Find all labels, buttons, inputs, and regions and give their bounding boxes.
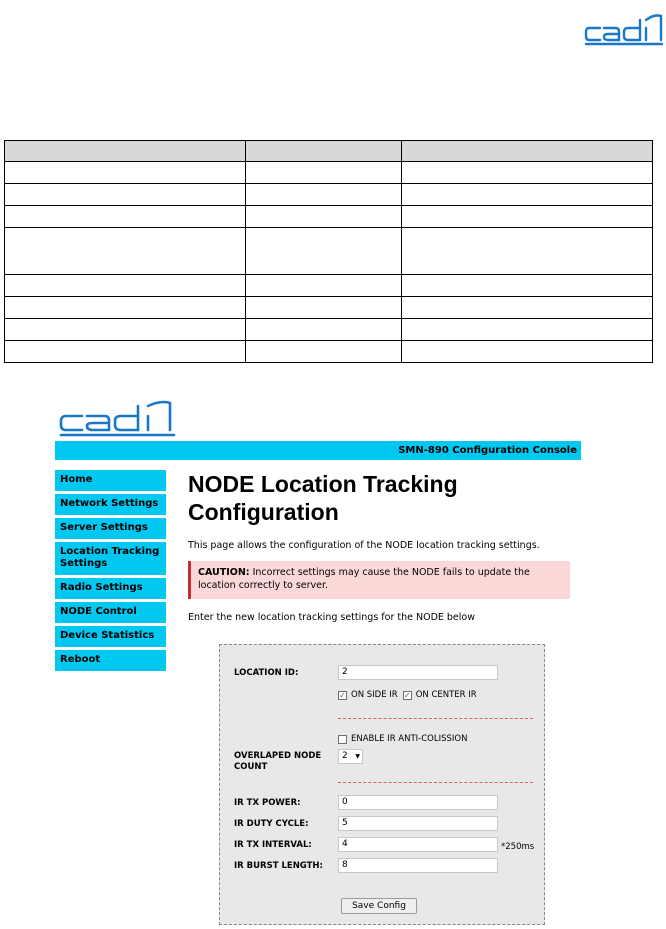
table-header-row bbox=[5, 141, 653, 162]
anti-collision-checkbox[interactable] bbox=[338, 735, 347, 744]
settings-form bbox=[219, 644, 545, 925]
table-header-cell bbox=[5, 141, 246, 162]
table-cell bbox=[402, 275, 653, 297]
ir-duty-cycle-label: IR DUTY CYCLE: bbox=[234, 819, 309, 829]
table-cell bbox=[5, 275, 246, 297]
sidebar-nav bbox=[55, 470, 166, 674]
table-cell bbox=[5, 206, 246, 228]
ir-burst-length-label: IR BURST LENGTH: bbox=[234, 861, 323, 871]
table-cell bbox=[402, 228, 653, 275]
table-cell bbox=[246, 206, 402, 228]
caution-text: Incorrect settings may cause the NODE fails to update the location correctly to server. bbox=[198, 567, 530, 591]
ir-tx-power-label: IR TX POWER: bbox=[234, 798, 301, 808]
table-row bbox=[5, 228, 653, 275]
sidebar-item-home[interactable]: Home bbox=[55, 470, 166, 491]
chevron-down-icon: ▼ bbox=[355, 753, 360, 760]
ir-tx-interval-unit: *250ms bbox=[501, 842, 535, 852]
ir-burst-length-input[interactable]: 8 bbox=[338, 858, 498, 873]
cadi-logo bbox=[58, 400, 176, 438]
cadi-logo bbox=[584, 12, 664, 46]
table-row bbox=[5, 297, 653, 319]
intro-text: This page allows the configuration of the NODE location tracking settings. bbox=[188, 540, 540, 551]
separator bbox=[338, 782, 533, 783]
on-center-ir-label: ON CENTER IR bbox=[415, 690, 477, 700]
ir-tx-interval-input[interactable]: 4 bbox=[338, 837, 498, 852]
main-content bbox=[188, 470, 583, 911]
table-row bbox=[5, 319, 653, 341]
caution-box bbox=[188, 561, 570, 599]
table-row bbox=[5, 206, 653, 228]
table-cell bbox=[5, 184, 246, 206]
document-table bbox=[4, 140, 653, 363]
page-title: NODE Location Tracking Configuration bbox=[188, 471, 458, 525]
table-row bbox=[5, 162, 653, 184]
sidebar-item-server-settings[interactable]: Server Settings bbox=[55, 518, 166, 539]
overlap-node-count-select[interactable] bbox=[338, 749, 363, 764]
caution-label: CAUTION: bbox=[198, 567, 250, 578]
save-config-button[interactable]: Save Config bbox=[341, 898, 417, 914]
table-header-cell bbox=[402, 141, 653, 162]
table-cell bbox=[246, 297, 402, 319]
console-banner: SMN-890 Configuration Console bbox=[55, 441, 581, 460]
table-cell bbox=[402, 184, 653, 206]
ir-tx-interval-label: IR TX INTERVAL: bbox=[234, 840, 312, 850]
table-cell bbox=[402, 162, 653, 184]
table-header-cell bbox=[246, 141, 402, 162]
sidebar-item-radio-settings[interactable]: Radio Settings bbox=[55, 578, 166, 599]
config-console bbox=[55, 400, 583, 925]
table-cell bbox=[246, 162, 402, 184]
location-id-input[interactable]: 2 bbox=[338, 665, 498, 680]
on-side-ir-label: ON SIDE IR bbox=[351, 690, 398, 700]
on-side-ir-checkbox[interactable]: ✓ bbox=[339, 690, 346, 700]
overlap-node-count-label: OVERLAPED NODE COUNT bbox=[234, 751, 322, 772]
location-id-label: LOCATION ID: bbox=[234, 668, 299, 678]
ir-tx-power-input[interactable]: 0 bbox=[338, 795, 498, 810]
anti-collision-label: ENABLE IR ANTI-COLISSION bbox=[351, 734, 468, 744]
table-cell bbox=[5, 319, 246, 341]
table-cell bbox=[246, 184, 402, 206]
table-cell bbox=[246, 228, 402, 275]
table-cell bbox=[5, 297, 246, 319]
instructions-text: Enter the new location tracking settings for the NODE below bbox=[188, 612, 475, 623]
sidebar-item-device-statistics[interactable]: Device Statistics bbox=[55, 626, 166, 647]
ir-duty-cycle-input[interactable]: 5 bbox=[338, 816, 498, 831]
table-row bbox=[5, 184, 653, 206]
on-center-ir-checkbox[interactable]: ✓ bbox=[403, 690, 411, 700]
table-cell bbox=[5, 228, 246, 275]
separator bbox=[338, 718, 533, 719]
table-row bbox=[5, 275, 653, 297]
sidebar-item-node-control[interactable]: NODE Control bbox=[55, 602, 166, 623]
table-cell bbox=[402, 297, 653, 319]
sidebar-item-location-tracking-settings[interactable]: Location Tracking Settings bbox=[55, 542, 166, 575]
table-cell bbox=[402, 341, 653, 363]
table-cell bbox=[5, 341, 246, 363]
sidebar-item-reboot[interactable]: Reboot bbox=[55, 650, 166, 671]
sidebar-item-network-settings[interactable]: Network Settings bbox=[55, 494, 166, 515]
table-cell bbox=[402, 319, 653, 341]
overlap-node-count-value: 2 bbox=[342, 751, 348, 761]
table-cell bbox=[246, 319, 402, 341]
table-cell bbox=[246, 341, 402, 363]
table-cell bbox=[5, 162, 246, 184]
table-cell bbox=[246, 275, 402, 297]
table-cell bbox=[402, 206, 653, 228]
anti-collision-row bbox=[338, 733, 467, 745]
ir-options-row bbox=[338, 689, 477, 701]
table-row bbox=[5, 341, 653, 363]
